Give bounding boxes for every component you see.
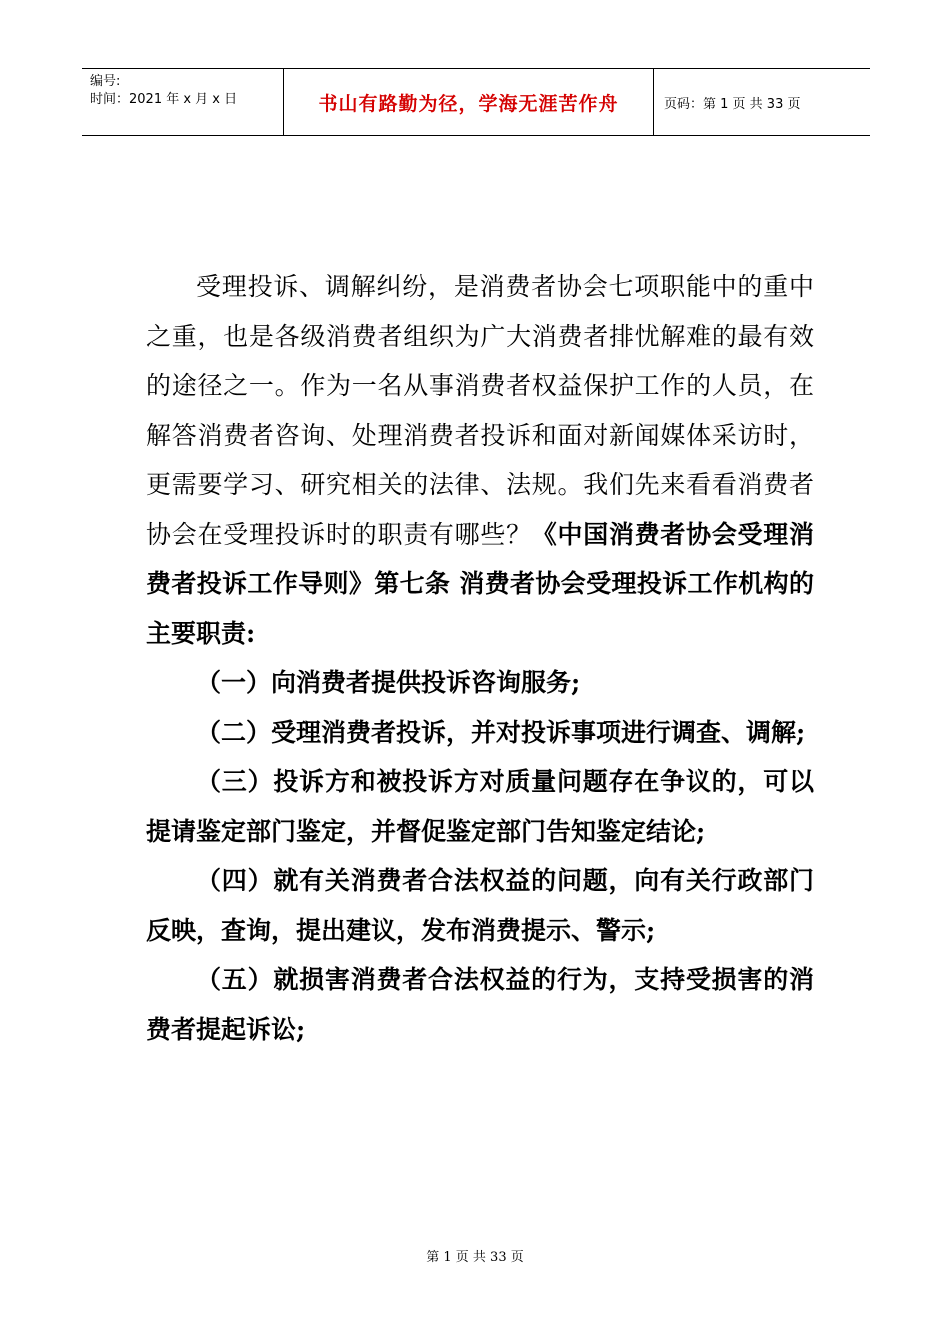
intro-text: 受理投诉、调解纠纷，是消费者协会七项职能中的重中之重，也是各级消费者组织为广大消费者排忧解难的最有效的途径之一。作为一名从事消费者权益保护工作的人员，在解答消费者咨询、处理消费者投诉和面对新闻媒体采访时，更需要学习、研究相关的法律、法规。我们先来看看消费者协会在受理投诉时的职责有哪些？ [146,272,814,549]
document-date-label: 时间：2021 年 x 月 x 日 [90,92,238,107]
duty-item-5: （五）就损害消费者合法权益的行为，支持受损害的消费者提起诉讼; [146,965,814,1044]
header-meta [82,69,284,135]
header-page-info: 页码：第 1 页 共 33 页 [664,96,801,112]
duty-item-4: （四）就有关消费者合法权益的问题，向有关行政部门反映，查询，提出建议，发布消费提示、警示; [146,866,814,945]
guideline-reference: 《中国消费者协会受理消费者投诉工作导则》第七条 消费者协会受理投诉工作机构的主要职责: [146,519,814,648]
header-motto: 书山有路勤为径，学海无涯苦作舟 [284,69,654,135]
intro-paragraph [146,262,814,658]
document-body [146,262,814,1054]
page-header [82,68,870,136]
page-footer: 第 1 页 共 33 页 [426,1250,524,1265]
duty-item-1: （一）向消费者提供投诉咨询服务; [196,668,581,697]
duty-item-3: （三）投诉方和被投诉方对质量问题存在争议的，可以提请鉴定部门鉴定，并督促鉴定部门告知鉴定结论; [146,767,814,846]
document-number-label: 编号: [90,74,121,89]
duty-item-2: （二）受理消费者投诉，并对投诉事项进行调查、调解; [196,717,806,747]
